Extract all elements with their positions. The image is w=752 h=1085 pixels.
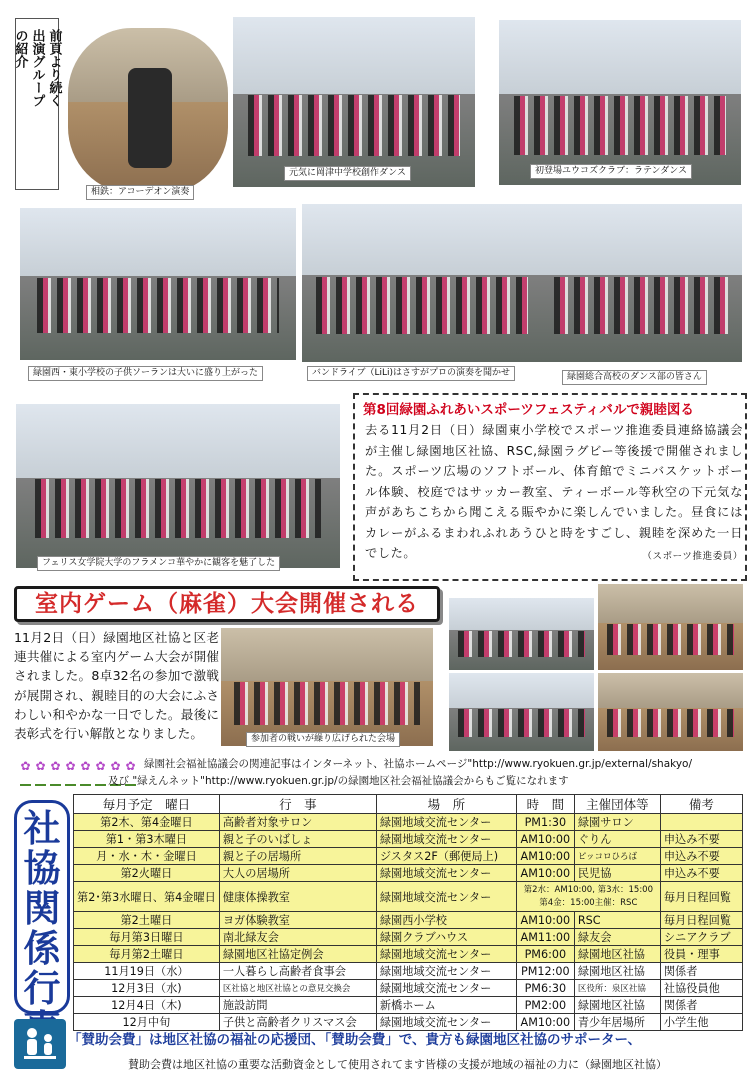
caption-band: バンドライブ（LiLi)はさすがプロの演奏を聞かせ bbox=[307, 366, 515, 381]
organizer-cell: 青少年居場所 bbox=[574, 1014, 660, 1031]
flower-icon: ✿ bbox=[50, 760, 61, 786]
place-cell: 緑園地域交流センター bbox=[376, 963, 516, 980]
event-cell: 緑園地区社協定例会 bbox=[219, 946, 376, 963]
place-cell: 緑園地域交流センター bbox=[376, 831, 516, 848]
festival-title: 第8回緑園ふれあいスポーツフェスティバルで親睦図る bbox=[363, 402, 694, 418]
intro-line-1: 前頁より続く bbox=[46, 29, 62, 107]
flower-icon: ✿ bbox=[95, 760, 106, 786]
photo-sports-2 bbox=[598, 584, 743, 670]
table-row bbox=[74, 814, 743, 831]
organizer-cell: ぐりん bbox=[574, 831, 660, 848]
table-header-row bbox=[74, 795, 743, 814]
support-slogan: 「賛助会費」は地区社協の福祉の応援団、「賛助会費」で、貴方も緑園地区社協のサポーター、 bbox=[68, 1032, 641, 1048]
event-cell: 親と子のいばしょ bbox=[219, 831, 376, 848]
event-cell: ヨガ体験教室 bbox=[219, 912, 376, 929]
time-cell: AM10:00 bbox=[516, 912, 574, 929]
schedule-cell: 第2･第3水曜日、第4金曜日 bbox=[74, 882, 220, 912]
table-row bbox=[74, 929, 743, 946]
side-char: 協 bbox=[23, 847, 61, 890]
note-cell: 関係者 bbox=[660, 963, 742, 980]
event-cell: 健康体操教室 bbox=[219, 882, 376, 912]
organizer-cell: 緑園地区社協 bbox=[574, 963, 660, 980]
note-cell: 毎月日程回覧 bbox=[660, 882, 742, 912]
note-cell: 申込み不要 bbox=[660, 831, 742, 848]
note-cell: 毎月日程回覧 bbox=[660, 912, 742, 929]
photo-highschool bbox=[542, 204, 742, 362]
event-cell: 親と子の居場所 bbox=[219, 848, 376, 865]
festival-body bbox=[365, 420, 743, 568]
header-note: 備考 bbox=[660, 795, 742, 814]
time-cell: PM6:30 bbox=[516, 980, 574, 997]
flower-icon: ✿ bbox=[35, 760, 46, 786]
place-cell: ジスタス2F（郵便局上) bbox=[376, 848, 516, 865]
flower-icon: ✿ bbox=[125, 760, 136, 786]
caption-accordion: 相鉄：アコーデオン演奏 bbox=[86, 185, 194, 200]
support-subtext: 賛助会費は地区社協の重要な活動資金として使用されてます皆様の支援が地域の福祉の力に（緑園地区社協） bbox=[128, 1058, 667, 1071]
header-organizer: 主催団体等 bbox=[574, 795, 660, 814]
caption-flamenco: フェリス女学院大学のフラメンコ華やかに観客を魅了した bbox=[37, 556, 280, 571]
flower-icon: ✿ bbox=[65, 760, 76, 786]
header-time: 時 間 bbox=[516, 795, 574, 814]
organizer-cell: 区役所：泉区社協 bbox=[574, 980, 660, 997]
table-row bbox=[74, 865, 743, 882]
info-text bbox=[100, 756, 740, 790]
schedule-cell: 12月中旬 bbox=[74, 1014, 220, 1031]
schedule-cell: 月・水・木・金曜日 bbox=[74, 848, 220, 865]
header-schedule: 毎月予定 曜日 bbox=[74, 795, 220, 814]
organizer-cell: 緑園地区社協 bbox=[574, 946, 660, 963]
place-cell: 新橋ホーム bbox=[376, 997, 516, 1014]
time-cell: AM10:00 bbox=[516, 831, 574, 848]
side-char: 社 bbox=[23, 807, 61, 850]
time-cell: AM10:00 bbox=[516, 1014, 574, 1031]
header-place: 場 所 bbox=[376, 795, 516, 814]
caption-yukozu: 初登場ユウコズクラブ：ラテンダンス bbox=[530, 164, 692, 179]
table-row bbox=[74, 963, 743, 980]
time-cell: PM12:00 bbox=[516, 963, 574, 980]
note-cell: 社協役員他 bbox=[660, 980, 742, 997]
organizer-cell: 緑園地区社協 bbox=[574, 997, 660, 1014]
table-row bbox=[74, 912, 743, 929]
event-cell: 一人暮らし高齢者食事会 bbox=[219, 963, 376, 980]
time-cell: AM10:00 bbox=[516, 865, 574, 882]
note-cell: 関係者 bbox=[660, 997, 742, 1014]
organizer-cell: ピッコロひろば bbox=[574, 848, 660, 865]
photo-accordion bbox=[68, 28, 228, 193]
info-line-2: 及び "緑えんネット"http://www.ryokuen.gr.jp/の緑園地区社会福祉協議会からもご覧になれます bbox=[108, 775, 569, 787]
festival-signature: （スポーツ推進委員） bbox=[642, 551, 743, 562]
flower-icon: ✿ bbox=[110, 760, 121, 786]
festival-text: 去る11月2日（日）緑園東小学校でスポーツ推進委員連絡協議会が主催し緑園地区社協、RSC,緑園ラグビー等後援で開催されました。スポーツ広場のソフトボール、体育館でミニバスケットボール体験、校庭ではサッカー教室、ティーボール等秋空の下元気な声があちこちから聞こえる賑やかに楽しんでいました。昼食にはカレーがふるまわれふれあうひと時をすごし、親睦を深めた一日でした。 bbox=[365, 423, 743, 560]
place-cell: 緑園地域交流センター bbox=[376, 1014, 516, 1031]
schedule-cell: 第2土曜日 bbox=[74, 912, 220, 929]
organizer-cell: 民児協 bbox=[574, 865, 660, 882]
place-cell: 緑園地域交流センター bbox=[376, 814, 516, 831]
note-cell: 役員・理事 bbox=[660, 946, 742, 963]
time-cell: PM1:30 bbox=[516, 814, 574, 831]
place-cell: 緑園地域交流センター bbox=[376, 980, 516, 997]
side-char: 係 bbox=[23, 927, 61, 970]
organizer-cell: 緑園サロン bbox=[574, 814, 660, 831]
place-cell: 緑園西小学校 bbox=[376, 912, 516, 929]
event-cell: 子供と高齢者クリスマス会 bbox=[219, 1014, 376, 1031]
schedule-cell: 毎月第3日曜日 bbox=[74, 929, 220, 946]
photo-sports-1 bbox=[449, 598, 594, 670]
event-cell: 区社協と地区社協との意見交換会 bbox=[219, 980, 376, 997]
place-cell: 緑園クラブハウス bbox=[376, 929, 516, 946]
caption-soran: 緑園西・東小学校の子供ソーランは大いに盛り上がった bbox=[28, 366, 263, 381]
caption-okazu: 元気に岡津中学校創作ダンス bbox=[284, 166, 411, 181]
intro-box bbox=[12, 18, 62, 190]
event-cell: 施設訪問 bbox=[219, 997, 376, 1014]
info-line-1: 緑園社会福祉協議会の関連記事はインターネット、社協ホームページ"http://www.ryokuen.gr.jp/external/shakyo/ bbox=[144, 758, 693, 770]
photo-flamenco bbox=[16, 404, 340, 568]
table-row bbox=[74, 980, 743, 997]
mahjong-title: 室内ゲーム（麻雀）大会開催される bbox=[14, 586, 440, 622]
place-cell: 緑園地域交流センター bbox=[376, 865, 516, 882]
schedule-side-title bbox=[14, 800, 70, 1014]
intro-line-2: 出演グループ bbox=[29, 29, 45, 107]
side-char: 関 bbox=[23, 887, 61, 930]
table-row bbox=[74, 848, 743, 865]
schedule-cell: 第2火曜日 bbox=[74, 865, 220, 882]
caption-highschool: 緑園総合高校のダンス部の皆さん bbox=[562, 370, 707, 385]
event-cell: 大人の居場所 bbox=[219, 865, 376, 882]
side-char: 行 bbox=[23, 967, 61, 1010]
place-cell: 緑園地域交流センター bbox=[376, 882, 516, 912]
note-cell: 申込み不要 bbox=[660, 865, 742, 882]
schedule-cell: 第1・第3木曜日 bbox=[74, 831, 220, 848]
schedule-cell: 11月19日（水） bbox=[74, 963, 220, 980]
organizer-cell: RSC bbox=[574, 912, 660, 929]
time-cell: AM11:00 bbox=[516, 929, 574, 946]
header-event: 行 事 bbox=[219, 795, 376, 814]
caption-mahjong: 参加者の戦いが繰り広げられた会場 bbox=[246, 732, 400, 747]
intro-line-3: の紹介 bbox=[12, 29, 28, 68]
people-icon bbox=[14, 1019, 66, 1069]
organizer-cell: 緑友会 bbox=[574, 929, 660, 946]
flower-icon: ✿ bbox=[20, 760, 31, 786]
schedule-cell: 12月3日（水) bbox=[74, 980, 220, 997]
photo-sports-3 bbox=[449, 673, 594, 751]
note-cell: シニアクラブ bbox=[660, 929, 742, 946]
table-row bbox=[74, 882, 743, 912]
table-row bbox=[74, 946, 743, 963]
event-cell: 高齢者対象サロン bbox=[219, 814, 376, 831]
photo-sports-4 bbox=[598, 673, 743, 751]
flower-icon: ✿ bbox=[80, 760, 91, 786]
schedule-table bbox=[73, 794, 743, 1031]
photo-mahjong bbox=[221, 628, 433, 746]
schedule-cell: 12月4日（木) bbox=[74, 997, 220, 1014]
photo-band bbox=[302, 204, 542, 362]
schedule-cell: 毎月第2土曜日 bbox=[74, 946, 220, 963]
note-cell: 申込み不要 bbox=[660, 848, 742, 865]
mahjong-body: 11月2日（日）緑園地区社協と区老連共催による室内ゲーム大会が開催されました。8卓32名の参加で激戦が展開され、親睦目的の大会にふさわしい和やかな一日でした。最後に表彰式を行い解散となりました。 bbox=[14, 630, 219, 742]
event-cell: 南北緑友会 bbox=[219, 929, 376, 946]
place-cell: 緑園地域交流センター bbox=[376, 946, 516, 963]
note-cell: 小学生他 bbox=[660, 1014, 742, 1031]
photo-okazu-dance bbox=[233, 17, 475, 187]
photo-soran bbox=[20, 208, 296, 360]
photo-yukozu-dance bbox=[499, 20, 741, 185]
schedule-cell: 第2木、第4金曜日 bbox=[74, 814, 220, 831]
note-cell bbox=[660, 814, 742, 831]
time-cell: AM10:00 bbox=[516, 848, 574, 865]
table-row bbox=[74, 997, 743, 1014]
time-cell: PM6:00 bbox=[516, 946, 574, 963]
time-cell: PM2:00 bbox=[516, 997, 574, 1014]
table-row bbox=[74, 831, 743, 848]
time-cell: 第2水：AM10:00, 第3水：15:00 第4金：15:00主催：RSC bbox=[516, 882, 660, 912]
